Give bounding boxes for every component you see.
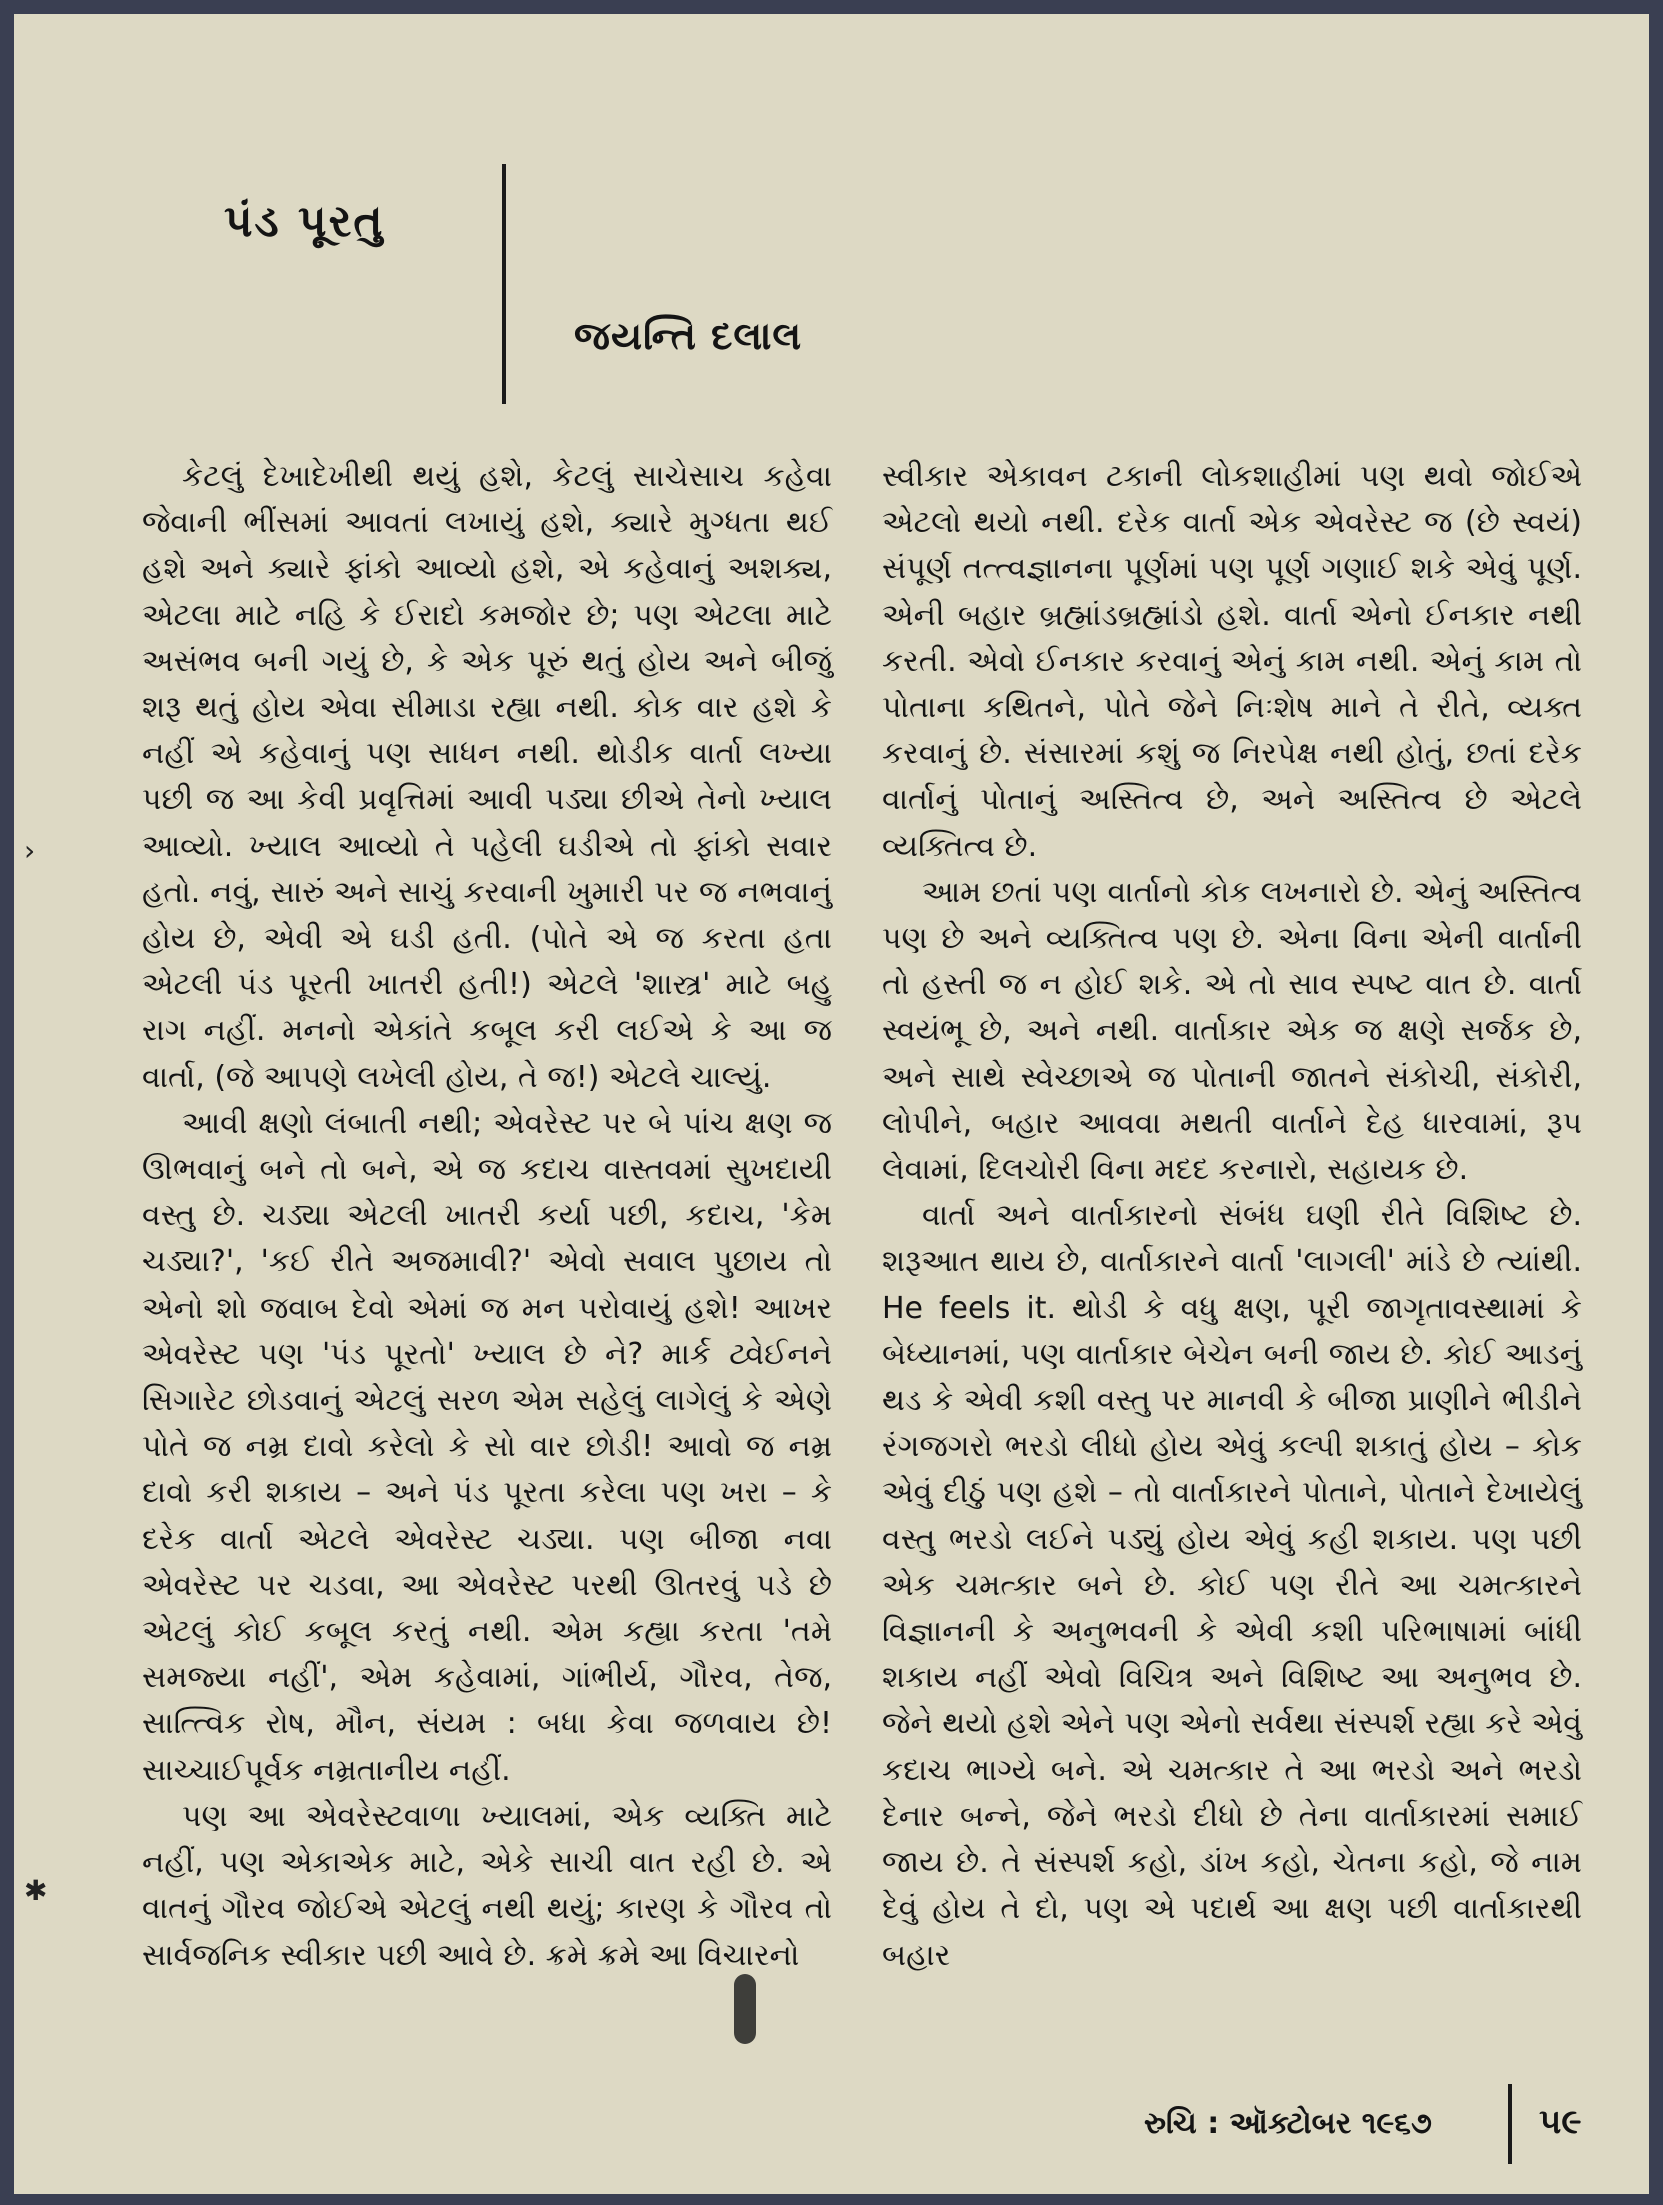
footer-divider bbox=[1508, 2084, 1512, 2164]
title-divider bbox=[502, 164, 506, 404]
article-title: પંડ પૂરતુ bbox=[224, 196, 385, 247]
right-column bbox=[882, 454, 1582, 1979]
left-column bbox=[142, 454, 832, 1979]
paragraph: કેટલું દેખાદેખીથી થયું હશે, કેટલું સાચેસાચ કહેવા જેવાની ભીંસમાં આવતાં લખાયું હશે, ક્યારે મુગ્ધતા થઈ હશે અને ક્યારે ફાંકો આવ્યો હશે, એ કહેવાનું અશક્ય, એટલા માટે નહિ કે ઈરાદો કમજોર છે; પણ એટલા માટે અસંભવ બની ગયું છે, કે એક પૂરું થતું હોય અને બીજું શરૂ થતું હોય એવા સીમાડા રહ્યા નથી. કોક વાર હશે કે નહીં એ કહેવાનું પણ સાધન નથી. થોડીક વાર્તા લખ્યા પછી જ આ કેવી પ્રવૃત્તિમાં આવી પડ્યા છીએ તેનો ખ્યાલ આવ્યો. ખ્યાલ આવ્યો તે પહેલી ઘડીએ તો ફાંકો સવાર હતો. નવું, સારું અને સાચું કરવાની ખુમારી પર જ નભવાનું હોય છે, એવી એ ઘડી હતી. (પોતે એ જ કરતા હતા એટલી પંડ પૂરતી ખાતરી હતી!) એટલે 'શાસ્ત્ર' માટે બહુ રાગ નહીં. મનનો એકાંતે કબૂલ કરી લઈએ કે આ જ વાર્તા, (જે આપણે લખેલી હોય, તે જ!) એટલે ચાલ્યું. bbox=[142, 459, 832, 1095]
footer-magazine: રુચિ : ઑક્ટોબર ૧૯૬૭ bbox=[1144, 2106, 1432, 2141]
paragraph: આમ છતાં પણ વાર્તાનો કોક લખનારો છે. એનું અસ્તિત્વ પણ છે અને વ્યક્તિત્વ પણ છે. એના વિના એની વાર્તાની તો હસ્તી જ ન હોઈ શકે. એ તો સાવ સ્પષ્ટ વાત છે. વાર્તા સ્વયંભૂ છે, અને નથી. વાર્તાકાર એક જ ક્ષણે સર્જક છે, અને સાથે સ્વેચ્છાએ જ પોતાની જાતને સંકોચી, સંકોરી, લોપીને, બહાર આવવા મથતી વાર્તાને દેહ ધારવામાં, રૂપ લેવામાં, દિલચોરી વિના મદદ કરનારો, સહાયક છે. bbox=[882, 874, 1582, 1188]
ink-smudge bbox=[734, 1974, 756, 2044]
page-number: ૫૯ bbox=[1539, 2102, 1582, 2142]
margin-mark-icon: ✱ bbox=[24, 1874, 48, 1907]
article-author: જયન્તિ દલાલ bbox=[574, 314, 803, 358]
margin-mark-icon: › bbox=[24, 834, 36, 867]
paragraph: આવી ક્ષણો લંબાતી નથી; એવરેસ્ટ પર બે પાંચ ક્ષણ જ ઊભવાનું બને તો બને, એ જ કદાચ વાસ્તવમાં સુખદાયી વસ્તુ છે. ચડ્યા એટલી ખાતરી કર્યા પછી, કદાચ, 'કેમ ચડ્યા?', 'કઈ રીતે અજમાવી?' એવો સવાલ પુછાય તો એનો શો જવાબ દેવો એમાં જ મન પરોવાયું હશે! આખર એવરેસ્ટ પણ 'પંડ પૂરતો' ખ્યાલ છે ને? માર્ક ટ્વેઈનને સિગારેટ છોડવાનું એટલું સરળ એમ સહેલું લાગેલું કે એણે પોતે જ નમ્ર દાવો કરેલો કે સો વાર છોડી! આવો જ નમ્ર દાવો કરી શકાય – અને પંડ પૂરતા કરેલા પણ ખરા – કે દરેક વાર્તા એટલે એવરેસ્ટ ચડ્યા. પણ બીજા નવા એવરેસ્ટ પર ચડવા, આ એવરેસ્ટ પરથી ઊતરવું પડે છે એટલું કોઈ કબૂલ કરતું નથી. એમ કહ્યા કરતા 'તમે સમજ્યા નહીં', એમ કહેવામાં, ગાંભીર્ય, ગૌરવ, તેજ, સાત્ત્વિક રોષ, મૌન, સંયમ : બધા કેવા જળવાય છે! સાચ્ચાઈપૂર્વક નમ્રતાનીય નહીં. bbox=[142, 1105, 832, 1788]
paragraph: સ્વીકાર એકાવન ટકાની લોકશાહીમાં પણ થવો જોઈએ એટલો થયો નથી. દરેક વાર્તા એક એવરેસ્ટ જ (છે સ્વયં) સંપૂર્ણ તત્ત્વજ્ઞાનના પૂર્ણમાં પણ પૂર્ણ ગણાઈ શકે એવું પૂર્ણ. એની બહાર બ્રહ્માંડબ્રહ્માંડો હશે. વાર્તા એનો ઈનકાર નથી કરતી. એવો ઈનકાર કરવાનું એનું કામ નથી. એનું કામ તો પોતાના કથિતને, પોતે જેને નિઃશેષ માને તે રીતે, વ્યક્ત કરવાનું છે. સંસારમાં કશું જ નિરપેક્ષ નથી હોતું, છતાં દરેક વાર્તાનું પોતાનું અસ્તિત્વ છે, અને અસ્તિત્વ છે એટલે વ્યક્તિત્વ છે. bbox=[882, 459, 1582, 864]
paragraph: પણ આ એવરેસ્ટવાળા ખ્યાલમાં, એક વ્યક્તિ માટે નહીં, પણ એકાએક માટે, એકે સાચી વાત રહી છે. એ વાતનું ગૌરવ જોઈએ એટલું નથી થયું; કારણ કે ગૌરવ તો સાર્વજનિક સ્વીકાર પછી આવે છે. ક્રમે ક્રમે આ વિચારનો bbox=[142, 1798, 832, 1973]
paragraph: વાર્તા અને વાર્તાકારનો સંબંધ ઘણી રીતે વિશિષ્ટ છે. શરૂઆત થાય છે, વાર્તાકારને વાર્તા 'લાગલી' માંડે છે ત્યાંથી. He feels it. થોડી કે વધુ ક્ષણ, પૂરી જાગૃતાવસ્થામાં કે બેધ્યાનમાં, પણ વાર્તાકાર બેચેન બની જાય છે. કોઈ આડનું થડ કે એવી કશી વસ્તુ પર માનવી કે બીજા પ્રાણીને ભીડીને રંગજગરો ભરડો લીધો હોય એવું કલ્પી શકાતું હોય – કોક એવું દીઠું પણ હશે – તો વાર્તાકારને પોતાને, પોતાને દેખાયેલું વસ્તુ ભરડો લઈને પડ્યું હોય એવું કહી શકાય. પણ પછી એક ચમત્કાર બને છે. કોઈ પણ રીતે આ ચમત્કારને વિજ્ઞાનની કે અનુભવની કે એવી કશી પરિભાષામાં બાંધી શકાય નહીં એવો વિચિત્ર અને વિશિષ્ટ આ અનુભવ છે. જેને થયો હશે એને પણ એનો સર્વથા સંસ્પર્શ રહ્યા કરે એવું કદાચ ભાગ્યે બને. એ ચમત્કાર તે આ ભરડો અને ભરડો દેનાર બન્ને, જેને ભરડો દીધો છે તેના વાર્તાકારમાં સમાઈ જાય છે. તે સંસ્પર્શ કહો, ડાંખ કહો, ચેતના કહો, જે નામ દેવું હોય તે દો, પણ એ પદાર્થ આ ક્ષણ પછી વાર્તાકારથી બહાર bbox=[882, 1198, 1582, 1973]
title-block bbox=[134, 164, 514, 404]
magazine-page bbox=[14, 14, 1649, 2194]
